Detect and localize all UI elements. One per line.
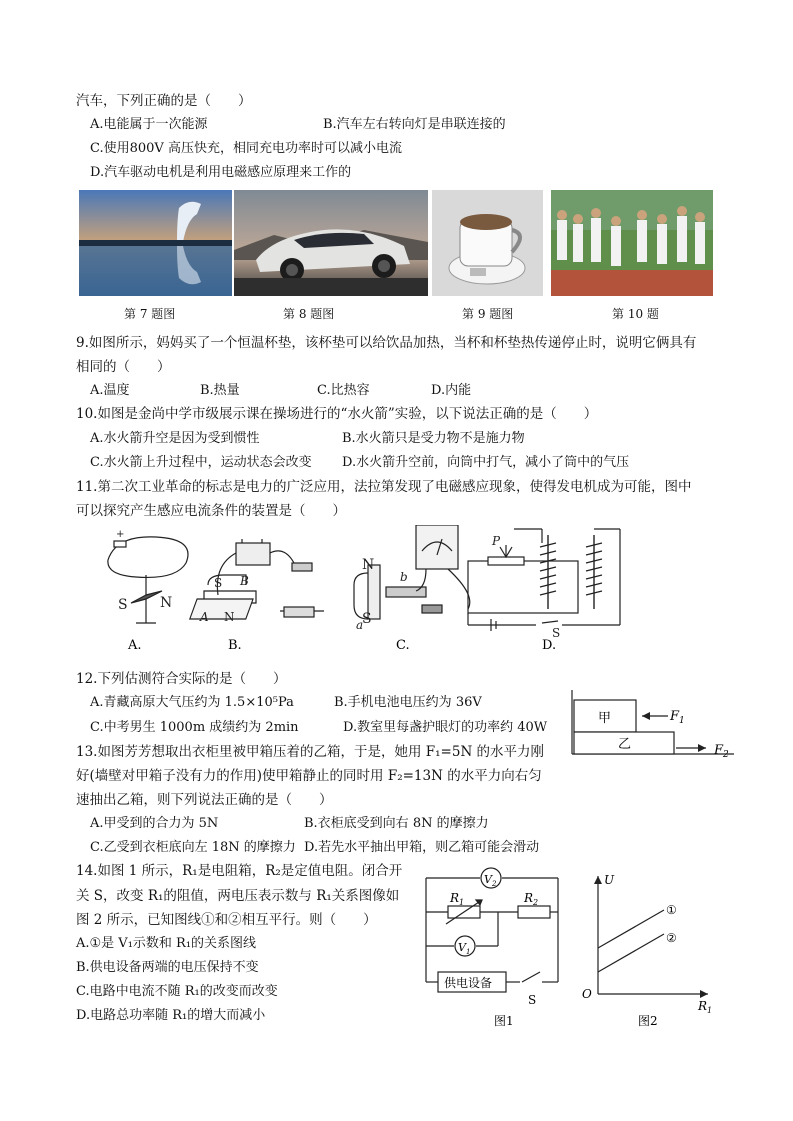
figure2-caption: 图2 — [638, 1014, 658, 1028]
q11-figure-c — [354, 525, 470, 632]
q14-stem-line1: 14.如图 1 所示，R₁是电阻箱，R₂是定值电阻。闭合开 — [76, 863, 403, 879]
q14-option-d: D.电路总功率随 R₁的增大而减小 — [76, 1008, 266, 1023]
q13-option-c: C.乙受到衣柜底向左 18N 的摩擦力 — [90, 840, 296, 855]
q13-option-a: A.甲受到的合力为 5N — [90, 816, 219, 831]
r2-resistor — [518, 906, 550, 918]
q13-stem-line1: 13.如图芳芳想取出衣柜里被甲箱压着的乙箱，于是，她用 F₁=5N 的水平力刚 — [76, 744, 545, 760]
q11-c-a-label: a — [356, 618, 364, 632]
graph-line-2 — [598, 934, 664, 972]
q14-option-c: C.电路中电流不随 R₁的改变而改变 — [76, 984, 278, 999]
q8-option-b: B.汽车左右转向灯是串联连接的 — [323, 117, 506, 132]
box-jia-label: 甲 — [598, 711, 612, 726]
graph-u-label: U — [604, 873, 615, 887]
r2-label: $R_2$ — [524, 891, 539, 907]
q14-option-b: B.供电设备两端的电压保持不变 — [76, 960, 259, 975]
graph-r1-label: $R_1$ — [698, 999, 713, 1015]
q11-b-n-label: N — [224, 610, 235, 624]
caption-q10: 第 10 题 — [612, 307, 659, 321]
q9-stem-line1: 9.如图所示，妈妈买了一个恒温杯垫，该杯垫可以给饮品加热，当杯和杯垫热传递停止时，说明它俩具有 — [76, 335, 697, 351]
graph-origin-label: O — [582, 987, 592, 1001]
q14-circuit-figure — [418, 862, 578, 1032]
water-rocket-photo — [551, 190, 713, 296]
q13-option-b: B.衣柜底受到向右 8N 的摩擦力 — [304, 816, 489, 831]
q14-stem-line2: 关 S，改变 R₁的阻值，两电压表示数与 R₁关系图像如 — [76, 888, 400, 904]
q11-figure-b — [190, 539, 324, 624]
q11-stem-line2: 可以探究产生感应电流条件的装置是（ ） — [76, 503, 346, 519]
q13-stem-line3: 速抽出乙箱，则下列说法正确的是（ ） — [76, 792, 333, 808]
q14-graph-figure — [578, 870, 718, 1032]
r1-label: $R_1$ — [450, 891, 465, 907]
q12-stem: 12.下列估测符合实际的是（ ） — [76, 671, 287, 687]
q11-a-n-label: N — [160, 595, 173, 611]
q10-stem: 10.如图是金尚中学市级展示课在操场进行的“水火箭”实验，以下说法正确的是（ ） — [76, 406, 598, 422]
q8-stem: 汽车，下列正确的是（ ） — [76, 93, 252, 109]
box-yi-label: 乙 — [618, 737, 632, 752]
q12-option-b: B.手机电池电压约为 36V — [334, 695, 482, 710]
q8-option-d: D.汽车驱动电机是利用电磁感应原理来工作的 — [90, 165, 352, 180]
q12-option-c: C.中考男生 1000m 成绩约为 2min — [90, 720, 299, 735]
switch-s-label: S — [528, 993, 537, 1007]
q11-c-n-label: N — [362, 557, 375, 573]
q11-label-c: C. — [396, 638, 410, 653]
v2-label: $V_2$ — [484, 873, 497, 888]
q10-option-a: A.水火箭升空是因为受到惯性 — [90, 431, 260, 446]
q13-option-d: D.若先水平抽出甲箱，则乙箱可能会滑动 — [304, 840, 540, 855]
f2-label: $F_2$ — [714, 743, 729, 760]
q11-c-s-label: S — [362, 611, 372, 627]
q11-figures — [96, 525, 636, 655]
caption-q7: 第 7 题图 — [124, 307, 176, 321]
q8-option-c: C.使用800V 高压快充，相同充电功率时可以减小电流 — [90, 141, 402, 156]
f1-arrow-icon — [642, 712, 650, 720]
figure1-caption: 图1 — [494, 1014, 514, 1028]
q9-option-d: D.内能 — [431, 383, 472, 398]
heated-cup-pad-photo — [432, 190, 543, 296]
q11-b-s-label: S — [214, 576, 223, 590]
q14-option-a: A.①是 V₁示数和 R₁的关系图线 — [76, 936, 257, 951]
f1-label: $F_1$ — [670, 709, 685, 726]
q11-label-b: B. — [228, 638, 242, 653]
q10-option-c: C.水火箭上升过程中，运动状态会改变 — [90, 455, 312, 470]
q9-option-c: C.比热容 — [317, 383, 370, 398]
ski-jump-photo — [79, 190, 232, 296]
v1-label: $V_1$ — [458, 941, 471, 956]
q11-b-b-label: B — [240, 574, 249, 588]
caption-q8: 第 8 题图 — [283, 307, 335, 321]
q11-a-s-label: S — [118, 597, 128, 613]
graph-line2-label: ② — [666, 931, 677, 945]
power-supply-label: 供电设备 — [444, 976, 493, 990]
f2-arrow-icon — [698, 744, 706, 752]
q12-option-a: A.青藏高原大气压约为 1.5×10⁵Pa — [90, 695, 294, 710]
q13-stem-line2: 好(墙壁对甲箱子没有力的作用)使甲箱静止的同时用 F₂=13N 的水平力向右匀 — [76, 768, 542, 784]
q10-option-d: D.水火箭升空前，向筒中打气，减小了筒中的气压 — [342, 455, 630, 470]
graph-line-1 — [598, 910, 664, 948]
q14-stem-line3: 图 2 所示，已知图线①和②相互平行。则（ ） — [76, 912, 377, 928]
q9-option-b: B.热量 — [200, 383, 240, 398]
q11-figure-d — [468, 529, 620, 640]
q10-option-b: B.水火箭只是受力物不是施力物 — [342, 431, 525, 446]
q8-option-a: A.电能属于一次能源 — [90, 117, 208, 132]
q11-c-b-label: b — [400, 570, 408, 584]
q11-d-p-label: P — [492, 534, 501, 548]
q11-label-a: A. — [128, 638, 142, 653]
graph-line1-label: ① — [666, 903, 677, 917]
q11-label-d: D. — [542, 638, 557, 653]
q9-option-a: A.温度 — [90, 383, 130, 398]
q9-stem-line2: 相同的（ ） — [76, 359, 171, 375]
caption-q9: 第 9 题图 — [462, 307, 514, 321]
q11-d-s-label: S — [552, 626, 561, 640]
q11-stem-line1: 11.第二次工业革命的标志是电力的广泛应用，法拉第发现了电磁感应现象，使得发电机成为可能，图中 — [76, 479, 692, 495]
electric-car-photo — [234, 190, 428, 296]
svg-text:+: + — [116, 529, 125, 540]
q11-b-a-label: A — [200, 610, 209, 624]
q13-boxes-figure — [564, 690, 744, 764]
q12-option-d: D.教室里每盏护眼灯的功率约 40W — [343, 720, 548, 735]
y-axis-arrow-icon — [594, 876, 602, 884]
q11-figure-a — [108, 529, 188, 623]
